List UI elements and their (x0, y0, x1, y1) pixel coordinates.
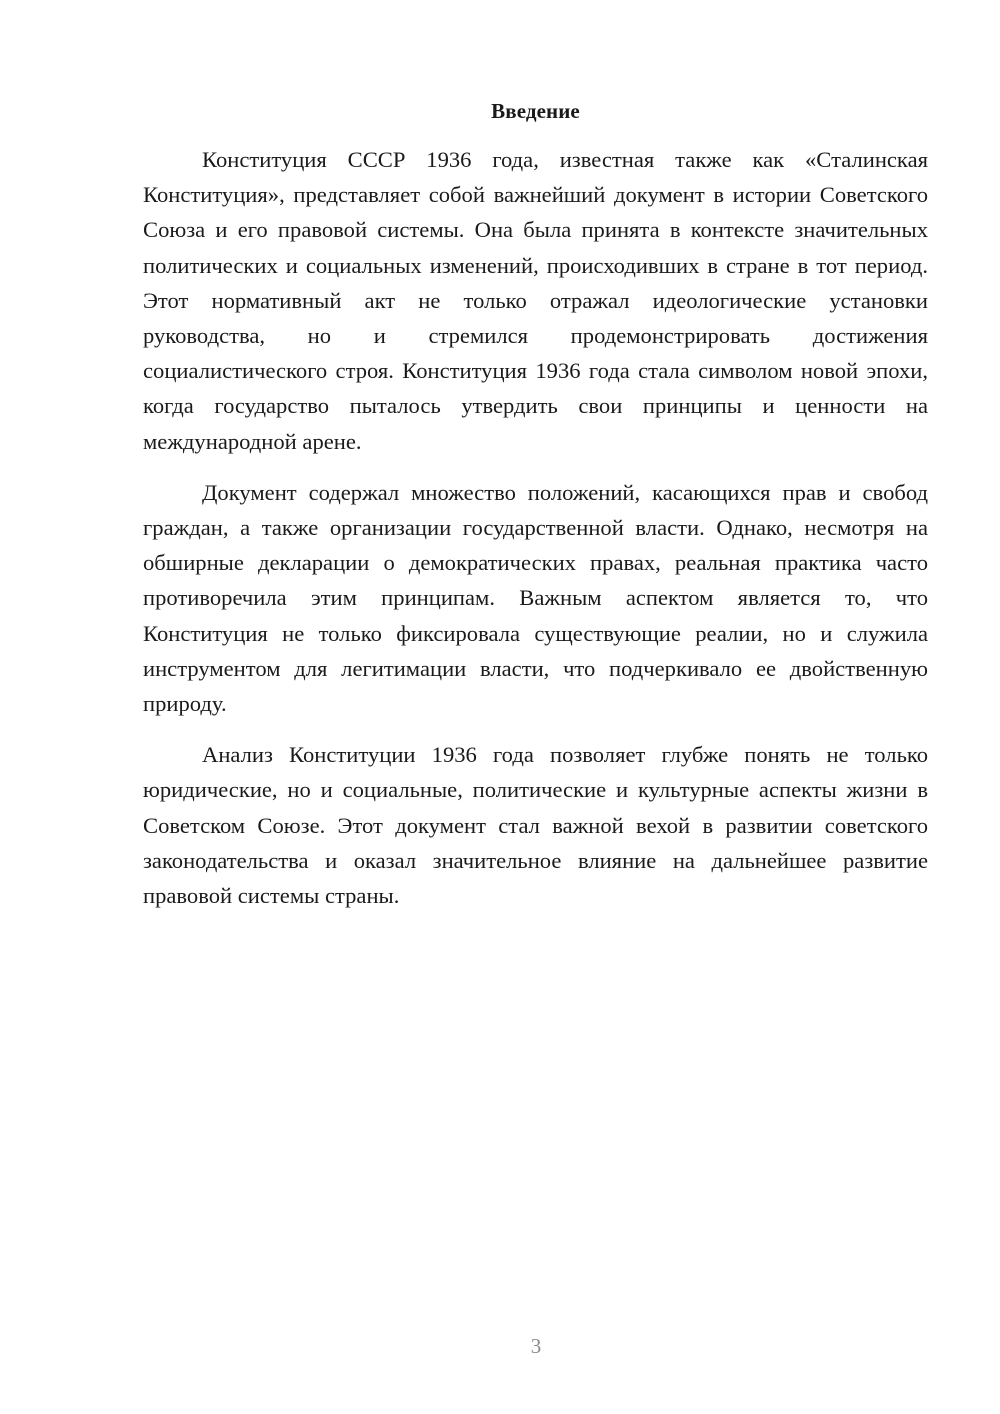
page-content (143, 93, 928, 929)
paragraph-3: Анализ Конституции 1936 года позволяет глубже понять не только юридические, но и социальные, политические и культурные аспекты жизни в Советском Союзе. Этот документ стал важной вехой в развитии советского законодательства и оказал значительное влияние на дальнейшее развитие правовой системы страны. (143, 742, 928, 909)
page-number: 3 (530, 1334, 542, 1358)
section-heading: Введение (491, 99, 580, 123)
paragraph-1: Конституция СССР 1936 года, известная также как «Сталинская Конституция», представляет собой важнейший документ в истории Советского Союза и его правовой системы. Она была принята в контексте значительных политических и социальных изменений, происходивших в стране в тот период. Этот нормативный акт не только отражал идеологические установки руководства, но и стремился продемонстрировать достижения социалистического строя. Конституция 1936 года стала символом новой эпохи, когда государство пыталось утвердить свои принципы и ценности на международной арене. (143, 147, 928, 454)
paragraph-2: Документ содержал множество положений, касающихся прав и свобод граждан, а также организации государственной власти. Однако, несмотря на обширные декларации о демократических правах, реальная практика часто противоречила этим принципам. Важным аспектом является то, что Конституция не только фиксировала существующие реалии, но и служила инструментом для легитимации власти, что подчеркивало ее двойственную природу. (143, 479, 928, 717)
